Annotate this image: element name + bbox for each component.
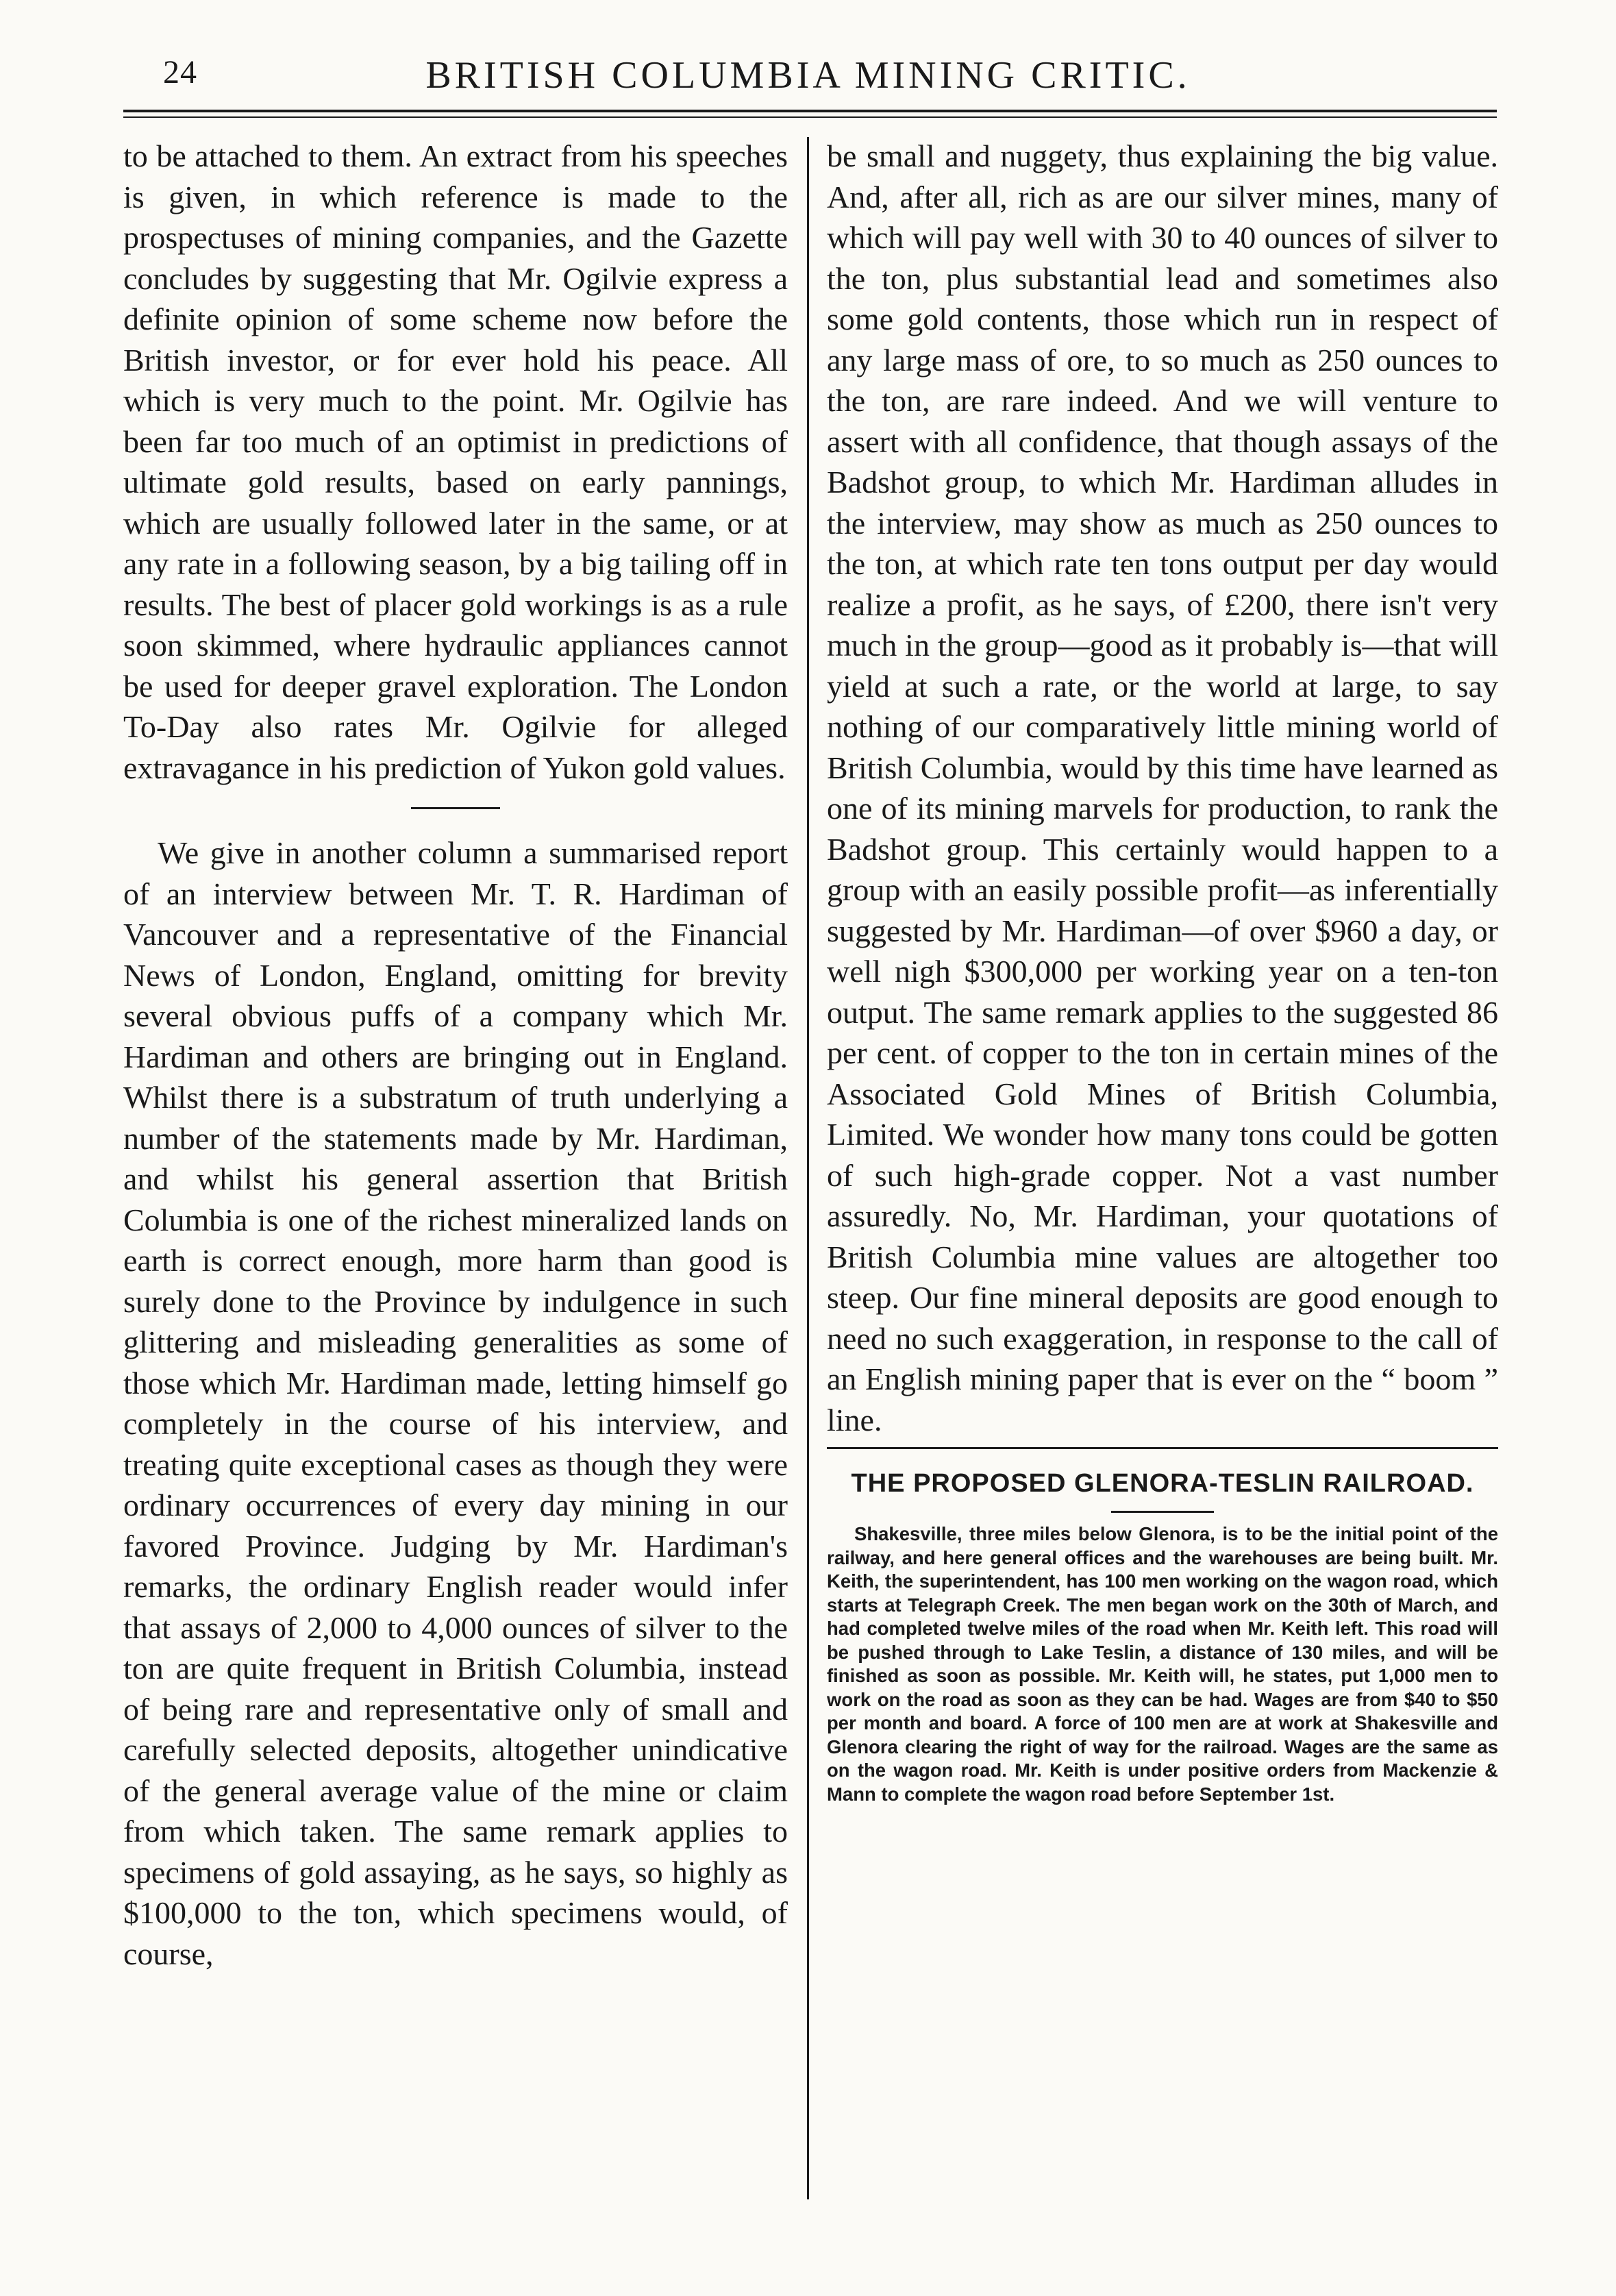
page-header	[0, 53, 1616, 108]
right-column	[827, 136, 1498, 1806]
left-paragraph-continued: to be attached to them. An extract from his speeches is given, in which reference is made to the prospectuses of mining companies, and the Gazette concludes by suggesting that Mr. Ogilvie express a definite opinion of some scheme now before the British investor, or for ever hold his peace. All which is very much to the point. Mr. Ogilvie has been far too much of an optimist in predictions of ultimate gold results, based on early pannings, which are usually followed later in the same, or at any rate in a following season, by a big tailing off in results. The best of placer gold workings is as a rule soon skimmed, where hydraulic appliances cannot be used for deeper gravel exploration. The London To-Day also rates Mr. Ogilvie for alleged extravagance in his prediction of Yukon gold values.	[123, 138, 788, 785]
news-heading: THE PROPOSED GLENORA-TESLIN RAILROAD.	[851, 1469, 1474, 1498]
heading-underline	[1111, 1511, 1214, 1513]
page-number: 24	[163, 54, 197, 90]
left-paragraph-hardiman: We give in another column a summarised report of an interview between Mr. T. R. Hardiman of Vancouver and a representative of the Financial News of London, England, omitting for brevity several obvious puffs of a company which Mr. Hardiman and others are bringing out in England. Whilst there is a substratum of truth underlying a number of the statements made by Mr. Hardiman, and whilst his general assertion that British Columbia is one of the richest mineralized lands on earth is correct enough, more harm than good is surely done to the Province by indulgence in such glittering and misleading generalities as some of those which Mr. Hardiman made, letting himself go completely in the course of his interview, and treating quite exceptional cases as though they were ordinary occurrences of every day mining in our favored Province. Judging by Mr. Hardiman's remarks, the ordinary English reader would infer that assays of 2,000 to 4,000 ounces of silver to the ton are quite frequent in British Columbia, instead of being rare and representative only of small and carefully selected deposits, altogether unindicative of the general average value of the mine or claim from which taken. The same remark applies to specimens of gold assaying, as he says, so highly as $100,000 to the ton, which specimens would, of course,	[123, 835, 788, 1971]
header-rule-thin	[123, 116, 1497, 118]
column-divider	[807, 137, 809, 2199]
section-separator	[411, 807, 500, 809]
article-separator	[827, 1447, 1498, 1449]
right-paragraph-continued: be small and nuggety, thus explaining the big value. And, after all, rich as are our silver mines, many of which will pay well with 30 to 40 ounces of silver to the ton, plus substantial lead and sometimes also some gold contents, those which run in respect of any large mass of ore, to so much as 250 ounces to the ton, are rare indeed. And we will venture to assert with all confidence, that though assays of the Badshot group, to which Mr. Hardiman alludes in the interview, may show as much as 250 ounces to the ton, at which rate ten tons output per day would realize a profit, as he says, of £200, there isn't very much in the group—good as it probably is—that will yield at such a rate, or the world at large, to say nothing of our comparatively little mining world of British Columbia, would by this time have learned as one of its mining marvels for production, to rank the Badshot group. This certainly would happen to a group with an easily possible profit—as inferentially suggested by Mr. Hardiman—of over $960 a day, or well nigh $300,000 per working year on a ten-ton output. The same remark applies to the suggested 86 per cent. of copper to the ton in certain mines of the Associated Gold Mines of British Columbia, Limited. We wonder how many tons could be gotten of such high-grade copper. Not a vast number assuredly. No, Mr. Hardiman, your quotations of British Columbia mine values are altogether too steep. Our fine mineral deposits are good enough to need no such exaggeration, in response to the call of an English mining paper that is ever on the “ boom ” line.	[827, 138, 1498, 1437]
left-column	[123, 136, 788, 1974]
header-rule	[123, 110, 1497, 112]
news-body: Shakesville, three miles below Glenora, is to be the initial point of the railway, and here general offices and the warehouses are being built. Mr. Keith, the superintendent, has 100 men working on the wagon road, which starts at Telegraph Creek. The men began work on the 30th of March, and had completed twelve miles of the road when Mr. Keith left. This road will be pushed through to Lake Teslin, a distance of 130 miles, and will be finished as soon as possible. Mr. Keith will, he states, put 1,000 men to work on the road as soon as they can be had. Wages are from $40 to $50 per month and board. A force of 100 men are at work at Shakesville and Glenora clearing the right of way for the railroad. Wages are the same as on the wagon road. Mr. Keith is under positive orders from Mackenzie & Mann to complete the wagon road before September 1st.	[827, 1523, 1498, 1805]
page-title: BRITISH COLUMBIA MINING CRITIC.	[425, 54, 1191, 97]
